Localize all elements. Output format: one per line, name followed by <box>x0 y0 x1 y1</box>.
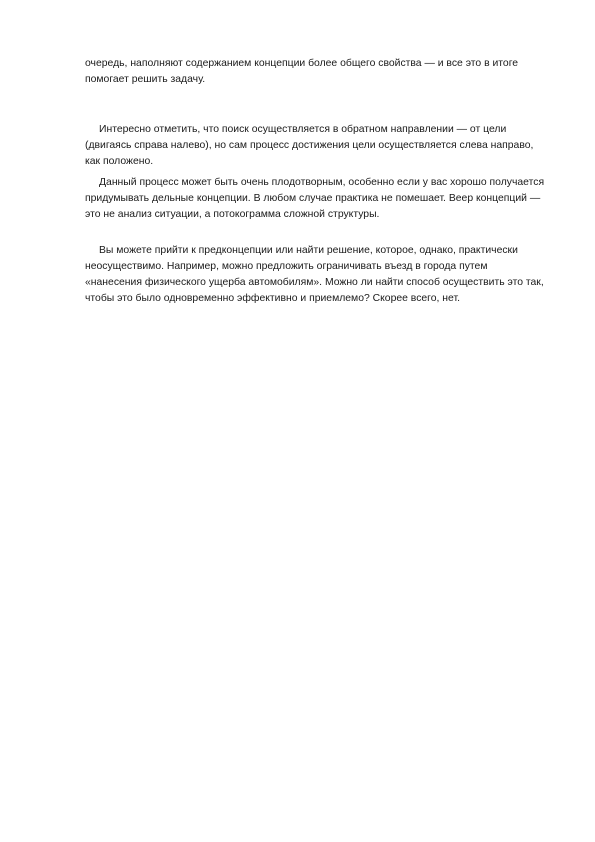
paragraph-concept-fan: Данный процесс может быть очень плодотворным, особенно если у вас хорошо получается придумывать дельные концепции. В любом случае практика не помешает. Веер концепций — это не анализ ситуации, а потокограмма сложной структуры. <box>85 177 545 220</box>
paragraph-reverse-search: Интересно отметить, что поиск осуществляется в обратном направлении — от цели (двигаясь справа налево), но сам процесс достижения цели осуществляется слева направо, как положено. <box>85 124 534 167</box>
paragraph-continuation: очередь, наполняют содержанием концепции более общего свойства — и все это в итоге помогает решить задачу. <box>85 58 519 85</box>
paragraph-preconcept: Вы можете прийти к предконцепции или найти решение, которое, однако, практически неосуществимо. Например, можно предложить ограничивать въезд в города путем «нанесения физического ущерба автомобилям». Можно ли найти способ осуществить это так, чтобы это было одновременно эффективно и приемлемо? Скорее всего, нет. <box>85 245 544 304</box>
